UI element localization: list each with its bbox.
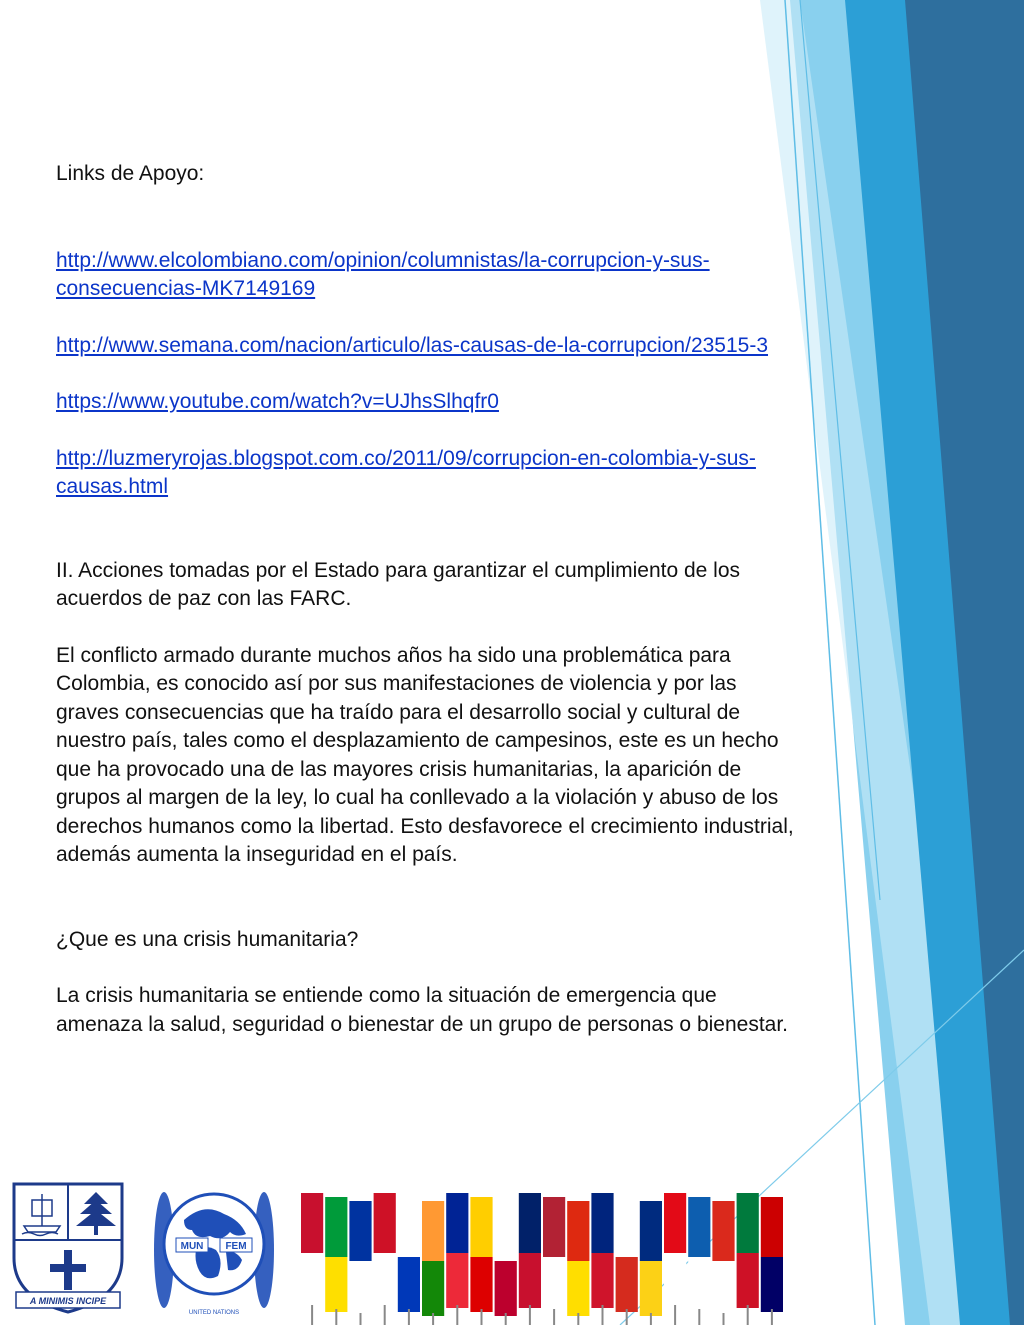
flag-pole <box>311 1305 313 1325</box>
flag-field <box>495 1201 517 1261</box>
flag-field <box>688 1197 710 1257</box>
flag-pole <box>602 1305 604 1325</box>
flag <box>446 1193 468 1325</box>
answer-line: La crisis humanitaria se entiende como la situación de emergencia que <box>56 984 717 1007</box>
flag-field <box>398 1197 420 1257</box>
flag-pole <box>626 1309 628 1325</box>
flag-stripe <box>446 1253 468 1308</box>
paragraph-line: Colombia, es conocido así por sus manifestaciones de violencia y por las <box>56 672 737 695</box>
paragraph-line: que ha provocado una de las mayores crisis humanitarias, la aparición de <box>56 757 742 781</box>
school-motto: A MINIMIS INCIPE <box>29 1296 107 1306</box>
flag-stripe <box>664 1253 686 1308</box>
flag-field <box>325 1197 347 1257</box>
flag <box>664 1193 686 1325</box>
paragraph-line: grupos al margen de la ley, lo cual ha conllevado a la violación y abuso de los <box>56 786 779 809</box>
flag-pole <box>384 1305 386 1325</box>
flag <box>567 1201 589 1325</box>
section-title <box>56 557 886 614</box>
flag-field <box>640 1201 662 1261</box>
paragraph-line: nuestro país, tales como el desplazamiento de campesinos, este es un hecho <box>56 729 779 752</box>
link-youtube[interactable] <box>56 388 886 417</box>
flag-stripe <box>349 1261 371 1316</box>
flag-field <box>567 1201 589 1261</box>
flag-stripe <box>374 1253 396 1308</box>
flag <box>616 1197 638 1325</box>
flag-stripe <box>470 1257 492 1312</box>
flag-pole <box>456 1305 458 1325</box>
flag-pole <box>577 1313 579 1325</box>
flag-field <box>591 1193 613 1253</box>
question-heading: ¿Que es una crisis humanitaria? <box>56 927 359 951</box>
flag <box>325 1197 347 1325</box>
flag <box>495 1201 517 1325</box>
flag-pole <box>529 1305 531 1325</box>
conflict-paragraph <box>56 642 886 870</box>
section-title-line: acuerdos de paz con las FARC. <box>56 587 352 610</box>
flag-field <box>374 1193 396 1253</box>
flag <box>712 1201 734 1325</box>
mun-label: MUN <box>180 1241 204 1252</box>
flag-stripe <box>325 1257 347 1312</box>
united-nations-label: UNITED NATIONS <box>188 1310 240 1316</box>
link-line: https://www.youtube.com/watch?v=UJhsSlhqfr0 <box>56 390 499 413</box>
flag-stripe <box>688 1257 710 1312</box>
flag-pole <box>360 1313 362 1325</box>
link-semana[interactable] <box>56 332 886 361</box>
flag-pole <box>335 1309 337 1325</box>
link-line: consecuencias-MK7149169 <box>56 277 316 300</box>
answer-paragraph <box>56 982 886 1039</box>
school-shield-logo <box>10 1180 126 1320</box>
logo-strip <box>0 1178 1024 1325</box>
answer-line: amenaza la salud, seguridad o bienestar de un grupo de personas o bienestar. <box>56 1012 789 1036</box>
fem-label: FEM <box>225 1241 247 1252</box>
flag-stripe <box>567 1261 589 1316</box>
flag <box>422 1201 444 1325</box>
flag-pole <box>747 1305 749 1325</box>
flag <box>398 1197 420 1325</box>
link-line: http://www.semana.com/nacion/articulo/las-causas-de-la-corrupcion/23515-3 <box>56 333 769 357</box>
flag-field <box>712 1201 734 1261</box>
flag <box>688 1197 710 1325</box>
flag-field <box>616 1197 638 1257</box>
document-body <box>56 160 886 1039</box>
flag-stripe <box>761 1257 783 1312</box>
flag-stripe <box>737 1253 759 1308</box>
mun-fem-logo <box>134 1180 294 1320</box>
flag-pole <box>432 1313 434 1325</box>
paragraph-line: El conflicto armado durante muchos años ha sido una problemática para <box>56 643 731 667</box>
flag-pole <box>505 1313 507 1325</box>
flag <box>301 1193 323 1325</box>
flag <box>543 1197 565 1325</box>
flag <box>737 1193 759 1325</box>
world-flags-image <box>300 1183 784 1325</box>
flag-stripe <box>591 1253 613 1308</box>
flag-stripe <box>422 1261 444 1316</box>
flag-row <box>301 1193 783 1325</box>
flag-field <box>446 1193 468 1253</box>
flag <box>519 1193 541 1325</box>
flag <box>761 1197 783 1325</box>
flag-field <box>422 1201 444 1261</box>
flag-field <box>761 1197 783 1257</box>
flag <box>349 1201 371 1325</box>
flag-stripe <box>301 1253 323 1308</box>
section-title-line: II. Acciones tomadas por el Estado para garantizar el cumplimiento de los <box>56 558 741 582</box>
flag <box>591 1193 613 1325</box>
flag-field <box>349 1201 371 1261</box>
flag-field <box>543 1197 565 1257</box>
paragraph-line: además aumenta la inseguridad en el país. <box>56 843 458 866</box>
link-blogspot[interactable] <box>56 445 886 502</box>
flag <box>640 1201 662 1325</box>
paragraph-line: graves consecuencias que ha traído para el desarrollo social y cultural de <box>56 700 741 724</box>
link-line: causas.html <box>56 475 169 498</box>
flag-stripe <box>712 1261 734 1316</box>
link-elcolombiano[interactable] <box>56 247 886 304</box>
flag-field <box>470 1197 492 1257</box>
flag-pole <box>553 1309 555 1325</box>
flag-stripe <box>398 1257 420 1312</box>
flag-pole <box>771 1309 773 1325</box>
flag-pole <box>723 1313 725 1325</box>
flag-pole <box>674 1305 676 1325</box>
flag-stripe <box>495 1261 517 1316</box>
flag <box>374 1193 396 1325</box>
flag-field <box>664 1193 686 1253</box>
flag-field <box>301 1193 323 1253</box>
flag-pole <box>408 1309 410 1325</box>
link-line: http://www.elcolombiano.com/opinion/columnistas/la-corrupcion-y-sus- <box>56 248 710 272</box>
link-line: http://luzmeryrojas.blogspot.com.co/2011/09/corrupcion-en-colombia-y-sus- <box>56 446 756 470</box>
flag-stripe <box>616 1257 638 1312</box>
flag-pole <box>698 1309 700 1325</box>
flag-field <box>737 1193 759 1253</box>
flag-pole <box>481 1309 483 1325</box>
flag-stripe <box>640 1261 662 1316</box>
flag-field <box>519 1193 541 1253</box>
flag <box>470 1197 492 1325</box>
flag-stripe <box>519 1253 541 1308</box>
links-heading: Links de Apoyo: <box>56 162 205 185</box>
flag-pole <box>650 1313 652 1325</box>
paragraph-line: derechos humanos como la libertad. Esto desfavorece el crecimiento industrial, <box>56 814 794 838</box>
flag-stripe <box>543 1257 565 1312</box>
